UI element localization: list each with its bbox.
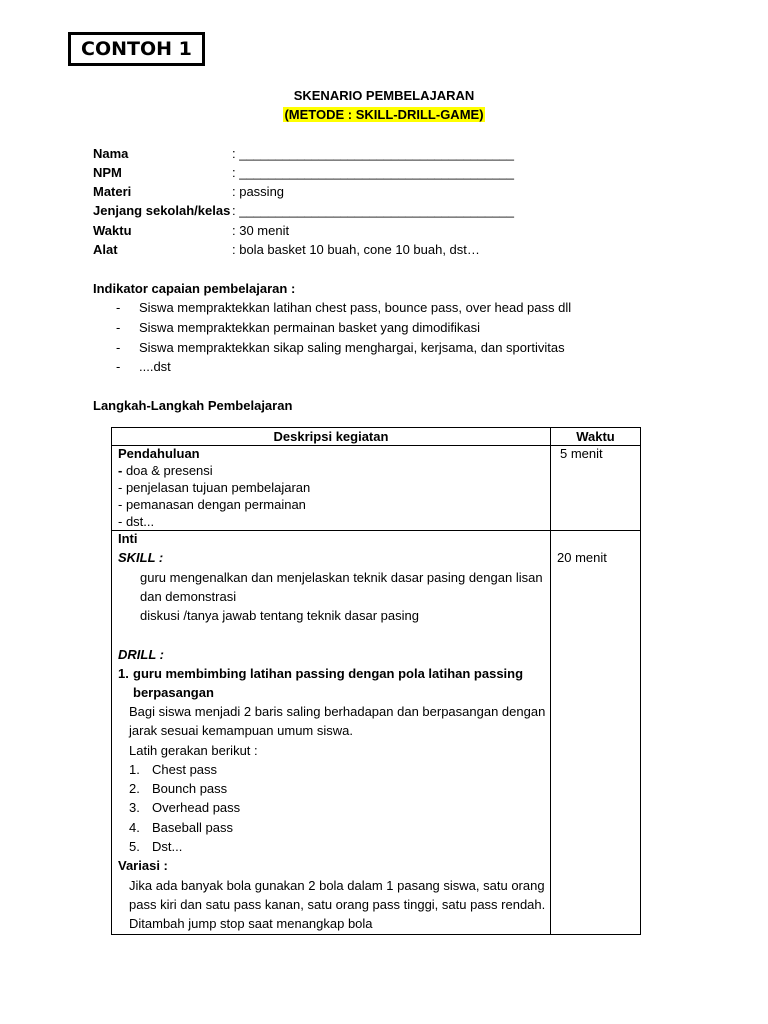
drill-list-number: 3. <box>129 800 140 815</box>
field-label-alat: Alat <box>93 242 118 257</box>
variasi-line: Ditambah jump stop saat menangkap bola <box>129 916 373 931</box>
indikator-item: Siswa mempraktekkan latihan chest pass, bounce pass, over head pass dll <box>139 300 572 315</box>
list-bullet: - <box>116 320 121 335</box>
drill-description: jarak sesuai kemampuan umum siswa. <box>129 723 353 738</box>
variasi-heading: Variasi : <box>118 858 168 873</box>
pendahuluan-item: - pemanasan dengan permainan <box>118 497 306 512</box>
field-label-nama: Nama <box>93 146 129 161</box>
drill-title-cont: berpasangan <box>133 685 214 700</box>
variasi-line: pass kiri dan satu pass kanan, satu orang pass tinggi, satu pass rendah. <box>129 897 546 912</box>
table-column-divider <box>550 427 551 935</box>
drill-title: guru membimbing latihan passing dengan pola latihan passing <box>133 666 524 681</box>
indikator-item: Siswa mempraktekkan sikap saling menghargai, kerjsama, dan sportivitas <box>139 340 565 355</box>
list-bullet: - <box>116 340 121 355</box>
drill-heading: DRILL : <box>118 647 164 662</box>
drill-list-item: Baseball pass <box>152 820 233 835</box>
variasi-line: Jika ada banyak bola gunakan 2 bola dalam 1 pasang siswa, satu orang <box>129 878 545 893</box>
skill-line: guru mengenalkan dan menjelaskan teknik dasar pasing dengan lisan <box>140 570 543 585</box>
drill-list-number: 2. <box>129 781 140 796</box>
drill-list-number: 4. <box>129 820 140 835</box>
pendahuluan-time: 5 menit <box>560 446 603 461</box>
langkah-heading: Langkah-Langkah Pembelajaran <box>93 398 293 413</box>
list-bullet: - <box>116 359 121 374</box>
drill-description: Latih gerakan berikut : <box>129 743 258 758</box>
drill-list-number: 1. <box>129 762 140 777</box>
pendahuluan-item: - penjelasan tujuan pembelajaran <box>118 480 311 495</box>
field-label-jenjang: Jenjang sekolah/kelas <box>93 203 231 218</box>
pendahuluan-heading: Pendahuluan <box>118 446 200 461</box>
drill-list-item: Chest pass <box>152 762 218 777</box>
table-row-divider <box>111 530 641 531</box>
indikator-item: ....dst <box>139 359 171 374</box>
dash: - <box>118 463 123 478</box>
field-label-npm: NPM <box>93 165 122 180</box>
indikator-heading: Indikator capaian pembelajaran : <box>93 281 296 296</box>
field-value-jenjang: : ______________________________________ <box>232 203 514 218</box>
field-value-alat: : bola basket 10 buah, cone 10 buah, dst… <box>232 242 480 257</box>
skill-line: dan demonstrasi <box>140 589 237 604</box>
drill-number: 1. <box>118 666 129 681</box>
list-bullet: - <box>116 300 121 315</box>
inti-time: 20 menit <box>557 550 607 565</box>
skill-line: diskusi /tanya jawab tentang teknik dasar pasing <box>140 608 419 623</box>
drill-list-item: Overhead pass <box>152 800 241 815</box>
pendahuluan-item: - dst... <box>118 514 155 529</box>
column-header-waktu: Waktu <box>576 429 615 444</box>
document-title: SKENARIO PEMBELAJARAN <box>293 88 475 103</box>
field-label-waktu: Waktu <box>93 223 132 238</box>
indikator-item: Siswa mempraktekkan permainan basket yang dimodifikasi <box>139 320 481 335</box>
document-subtitle <box>0 107 768 122</box>
field-value-materi: : passing <box>232 184 285 199</box>
subtitle-highlight: (METODE : SKILL-DRILL-GAME) <box>284 107 484 122</box>
pendahuluan-first-item <box>118 463 213 478</box>
drill-list-item: Dst... <box>152 839 183 854</box>
field-value-npm: : ______________________________________ <box>232 165 514 180</box>
inti-heading: Inti <box>118 531 138 546</box>
pendahuluan-item-text: doa & presensi <box>122 463 213 478</box>
field-value-waktu: : 30 menit <box>232 223 290 238</box>
field-label-materi: Materi <box>93 184 132 199</box>
example-badge: CONTOH 1 <box>68 32 205 66</box>
field-value-nama: : ______________________________________ <box>232 146 514 161</box>
column-header-deskripsi: Deskripsi kegiatan <box>273 429 389 444</box>
drill-description: Bagi siswa menjadi 2 baris saling berhadapan dan berpasangan dengan <box>129 704 546 719</box>
skill-heading: SKILL : <box>118 550 164 565</box>
drill-list-number: 5. <box>129 839 140 854</box>
drill-list-item: Bounch pass <box>152 781 228 796</box>
